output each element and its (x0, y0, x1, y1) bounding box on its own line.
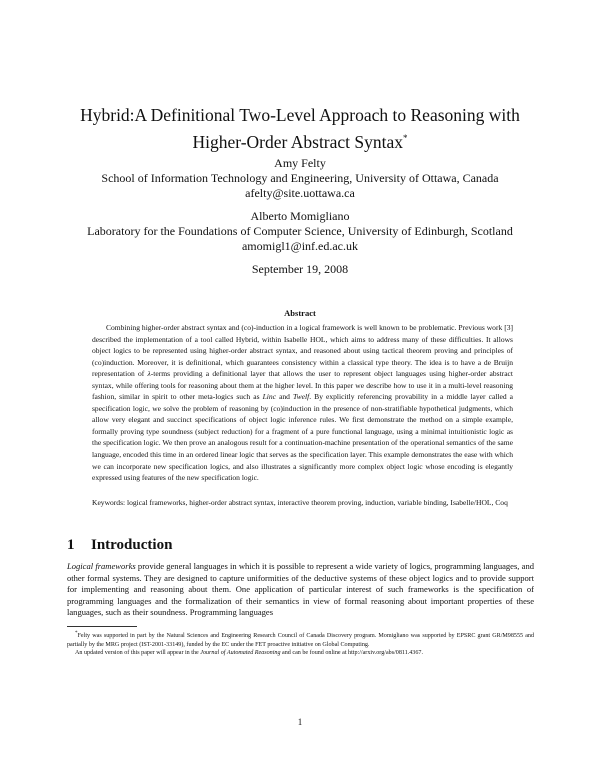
author-name: Alberto Momigliano (250, 209, 350, 223)
abstract-text-1: Combining higher-order abstract syntax and (co)-induction in a logical framework is well known to be problematic. Previous work [3] described the implementation of a tool called Hybrid, within Isabelle HOL, which aims to address many of these difficulties. It allows object logics to be represented using higher-order abstract syntax, and reasoned about using tactical theorem proving and principles of (co)induction. Moreover, it is definitional, which guarantees consistency within a classical type theory. The idea is to have a de Bruijn representation of (92, 323, 513, 379)
footnote-1-text: Felty was supported in part by the Natural Sciences and Engineering Research Council of Canada Discovery program. Momigliano was supported by EPSRC grant GR/M98555 and partially by the MRG project (IST-2001-33149), funded by the EC under the FET proactive initiative on Global Computing. (67, 633, 534, 648)
title-footnote-mark: * (403, 133, 408, 143)
abstract-and: and (276, 392, 294, 402)
footnote-2-post: and can be found online at http://arxiv.org/abs/0811.4367. (280, 650, 423, 657)
intro-paragraph (67, 561, 534, 619)
footnote-rule (67, 626, 137, 627)
title-line-2: Higher-Order Abstract Syntax (192, 131, 404, 152)
keywords: Keywords: logical frameworks, higher-order abstract syntax, interactive theorem proving, induction, variable binding, Isabelle/HOL, Coq (92, 498, 508, 507)
author-block-1 (40, 156, 560, 201)
section-heading (67, 537, 172, 554)
author-affiliation: Laboratory for the Foundations of Computer Science, University of Edinburgh, Scotland (87, 224, 513, 238)
author-email: amomigl1@inf.ed.ac.uk (241, 239, 359, 253)
intro-lead-term: Logical frameworks (67, 561, 136, 571)
footnote-2-pre: An updated version of this paper will appear in the (75, 650, 201, 657)
abstract-text-3: . By explicitly referencing provability in a middle layer called a specification logic, we solve the problem of reasoning by (co)induction in the presence of non-stratifiable hypothetical judgments, which allow very elegant and succinct specifications of object logic inference rules. We first demonstrate the method on a simple example, formally proving type soundness (subject reduction) for a fragment of a pure functional language, using a minimal intuitionistic logic as the specification logic. We then prove an analogous result for a continuation-machine presentation of the operational semantics of the same language, encoded this time in an ordered linear logic that serves as the specification layer. This example demonstrates the ease with which we can incorporate new specification logics, and also illustrates a significantly more complex object logic whose encoding is elegantly expressed using features of the new specification logic. (92, 392, 514, 483)
intro-text: provide general languages in which it is possible to represent a wide variety of logics, programming languages, and other formal systems. They are designed to capture uniformities of the deductive systems of these object logics and to provide support for implementing and reasoning about them. One application of particular interest of such frameworks is the specification of programming languages and the formalization of their semantics in view of formal reasoning about important properties of these languages, such as their soundness. Programming languages (67, 561, 534, 618)
section-number: 1 (67, 537, 75, 553)
footnote-2-journal: Journal of Automated Reasoning (200, 650, 281, 657)
paper-date: September 19, 2008 (251, 262, 349, 276)
abstract-paragraph (92, 322, 513, 484)
author-email: afelty@site.uottawa.ca (245, 186, 355, 200)
footnotes (67, 629, 534, 658)
author-block-2 (40, 209, 560, 254)
abstract-twelf: Twelf (293, 392, 310, 402)
paper-title (40, 104, 560, 154)
abstract-lambda: λ (147, 369, 151, 379)
author-affiliation: School of Information Technology and Engineering, University of Ottawa, Canada (101, 171, 499, 185)
abstract-body (92, 322, 513, 484)
abstract-linc: Linc (262, 392, 277, 402)
section-title: Introduction (91, 537, 173, 553)
footnote-mark: * (75, 630, 78, 636)
title-line-1: Hybrid:A Definitional Two-Level Approach to Reasoning with (80, 105, 520, 125)
author-name: Amy Felty (274, 156, 326, 170)
footnote-2 (67, 649, 534, 658)
page-number: 1 (297, 717, 303, 727)
footnote-1 (67, 629, 534, 649)
abstract-text-2: -terms providing a definitional layer that allows the user to represent object languages using higher-order abstract syntax, while offering tools for reasoning about them at the higher level. In this paper we describe how to use it in a multi-level reasoning fashion, similar in spirit to other meta-logics such as (92, 369, 513, 402)
abstract-heading: Abstract (284, 308, 316, 318)
